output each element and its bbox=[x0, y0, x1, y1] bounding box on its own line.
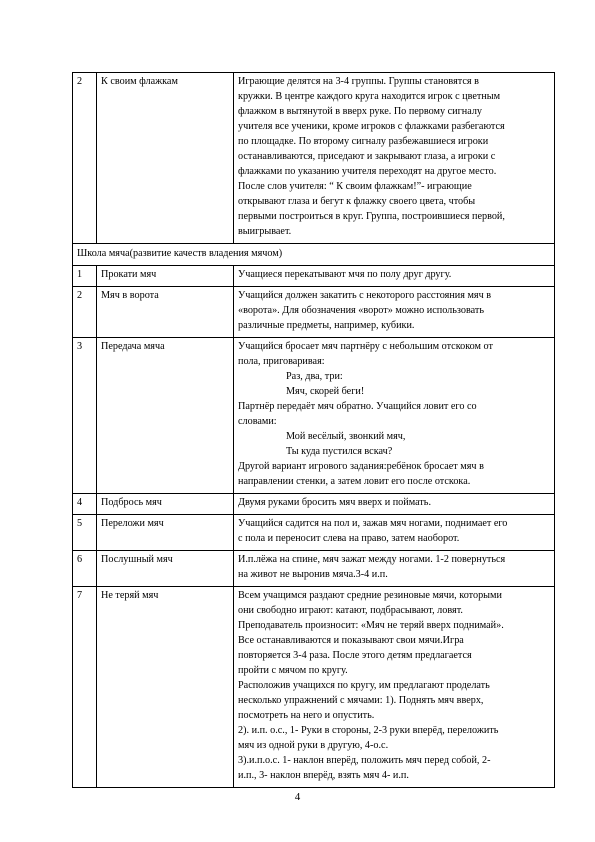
text-line: первыми построиться в круг. Группа, построившиеся первой, bbox=[238, 211, 505, 222]
row-number: 4 bbox=[73, 494, 97, 515]
text-line: учителя все ученики, кроме игроков с флажками разбегаются bbox=[238, 121, 505, 132]
text-line: Играющие делятся на 3-4 группы. Группы становятся в bbox=[238, 76, 479, 87]
text-line: Все останавливаются и показывают свои мячи.Игра bbox=[238, 635, 464, 646]
section-row bbox=[73, 244, 555, 266]
table-row bbox=[73, 338, 555, 494]
text-line: Расположив учащихся по кругу, им предлагают проделать bbox=[238, 680, 490, 691]
game-name: Не теряй мяч bbox=[97, 587, 234, 788]
text-line: Другой вариант игрового задания:ребёнок бросает мяч в bbox=[238, 461, 484, 472]
text-line: И.п.лёжа на спине, мяч зажат между ногами. 1-2 повернуться bbox=[238, 554, 506, 565]
text-line: несколько упражнений с мячами: 1). Поднять мяч вверх, bbox=[238, 695, 484, 706]
text-line: 2). и.п. о.с., 1- Руки в стороны, 2-3 руки вперёд, переложить bbox=[238, 725, 499, 736]
text-line: флажками по указанию учителя переходят на другое место. bbox=[238, 166, 497, 177]
text-line: Учащиеся перекатывают мчя по полу друг другу. bbox=[238, 269, 452, 280]
game-name: Подбрось мяч bbox=[97, 494, 234, 515]
game-description bbox=[234, 287, 555, 338]
text-line: «ворота». Для обозначения «ворот» можно использовать bbox=[238, 305, 484, 316]
text-line: и.п., 3- наклон вперёд, взять мяч 4- и.п. bbox=[238, 770, 409, 781]
games-table bbox=[72, 72, 555, 788]
row-number: 6 bbox=[73, 551, 97, 587]
text-line: направлении стенки, а затем ловит его после отскока. bbox=[238, 476, 471, 487]
text-line: с пола и переносит слева на право, затем наоборот. bbox=[238, 533, 460, 544]
verse-line: Мой весёлый, звонкий мяч, bbox=[286, 431, 406, 442]
page-number: 4 bbox=[294, 791, 301, 803]
row-number: 1 bbox=[73, 266, 97, 287]
table-row bbox=[73, 287, 555, 338]
game-description bbox=[234, 266, 555, 287]
text-line: кружки. В центре каждого круга находится игрок с цветным bbox=[238, 91, 501, 102]
table-row bbox=[73, 73, 555, 244]
row-number: 7 bbox=[73, 587, 97, 788]
game-name: Мяч в ворота bbox=[97, 287, 234, 338]
text-line: После слов учителя: “ К своим флажкам!”- играющие bbox=[238, 181, 472, 192]
game-description bbox=[234, 73, 555, 244]
game-description bbox=[234, 515, 555, 551]
game-name: Послушный мяч bbox=[97, 551, 234, 587]
table-row bbox=[73, 266, 555, 287]
verse-line: Мяч, скорей беги! bbox=[286, 386, 365, 397]
text-line: посмотреть на него и опустить. bbox=[238, 710, 375, 721]
verse-line: Раз, два, три: bbox=[286, 371, 343, 382]
text-line: словами: bbox=[238, 416, 277, 427]
text-line: пола, приговаривая: bbox=[238, 356, 325, 367]
text-line: по площадке. По второму сигналу разбежавшиеся игроки bbox=[238, 136, 489, 147]
text-line: мяч из одной руки в другую, 4-о.с. bbox=[238, 740, 389, 751]
text-line: пройти с мячом по кругу. bbox=[238, 665, 348, 676]
text-line: на живот не выронив мяча.3-4 и.п. bbox=[238, 569, 388, 580]
text-line: они свободно играют: катают, подбрасывают, ловят. bbox=[238, 605, 463, 616]
row-number: 5 bbox=[73, 515, 97, 551]
game-name: Прокати мяч bbox=[97, 266, 234, 287]
row-number: 3 bbox=[73, 338, 97, 494]
text-line: Учащийся бросает мяч партнёру с небольшим отскоком от bbox=[238, 341, 493, 352]
table-row bbox=[73, 494, 555, 515]
row-number: 2 bbox=[73, 73, 97, 244]
game-description bbox=[234, 338, 555, 494]
table-row bbox=[73, 551, 555, 587]
text-line: флажком в вытянутой в вверх руке. По первому сигналу bbox=[238, 106, 483, 117]
game-name: К своим флажкам bbox=[97, 73, 234, 244]
text-line: Всем учащимся раздают средние резиновые мячи, которыми bbox=[238, 590, 502, 601]
text-line: Преподаватель произносит: «Мяч не теряй вверх поднимай». bbox=[238, 620, 504, 631]
text-line: Двумя руками бросить мяч вверх и поймать. bbox=[238, 497, 432, 508]
text-line: Учащийся садится на пол и, зажав мяч ногами, поднимает его bbox=[238, 518, 508, 529]
game-name: Переложи мяч bbox=[97, 515, 234, 551]
game-description bbox=[234, 494, 555, 515]
table-row bbox=[73, 587, 555, 788]
row-number: 2 bbox=[73, 287, 97, 338]
text-line: останавливаются, приседают и закрывают глаза, а игроки с bbox=[238, 151, 496, 162]
text-line: Партнёр передаёт мяч обратно. Учащийся ловит его со bbox=[238, 401, 477, 412]
table-row bbox=[73, 515, 555, 551]
game-name: Передача мяча bbox=[97, 338, 234, 494]
text-line: различные предметы, например, кубики. bbox=[238, 320, 415, 331]
game-description bbox=[234, 551, 555, 587]
text-line: повторяется 3-4 раза. После этого детям предлагается bbox=[238, 650, 472, 661]
text-line: открывают глаза и бегут к флажку своего цвета, чтобы bbox=[238, 196, 476, 207]
text-line: Учащийся должен закатить с некоторого расстояния мяч в bbox=[238, 290, 492, 301]
game-description bbox=[234, 587, 555, 788]
section-title: Школа мяча(развитие качеств владения мячом) bbox=[73, 244, 555, 266]
text-line: 3).и.п.о.с. 1- наклон вперёд, положить мяч перед собой, 2- bbox=[238, 755, 491, 766]
text-line: выигрывает. bbox=[238, 226, 292, 237]
verse-line: Ты куда пустился вскач? bbox=[286, 446, 393, 457]
